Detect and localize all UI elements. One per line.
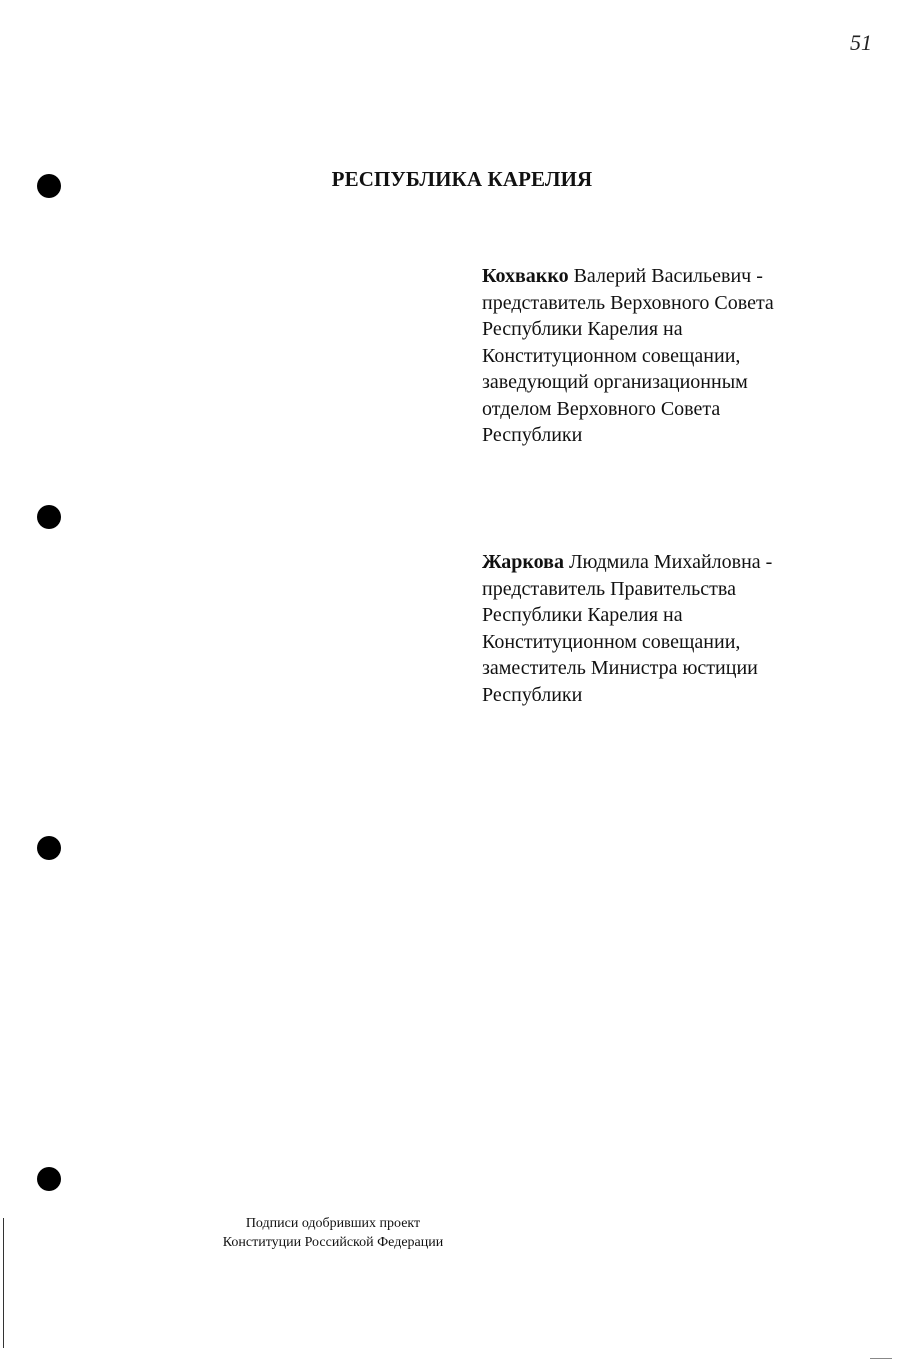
- footer-note: [190, 1214, 476, 1252]
- entry-surname: Жаркова: [482, 551, 564, 573]
- margin-rule: [3, 1218, 4, 1348]
- entry-line: заместитель Министра юстиции: [482, 657, 758, 679]
- entry-line: Республики: [482, 683, 583, 706]
- entry-name-line: [482, 263, 882, 290]
- entry-name-rest: Людмила Михайловна -: [563, 551, 773, 573]
- representative-entry: [482, 263, 882, 449]
- entry-line: Республики: [482, 424, 583, 446]
- entry-name-rest: Валерий Васильевич -: [568, 265, 763, 287]
- entry-line: представитель Правительства: [482, 577, 736, 600]
- entry-surname: Кохвакко: [482, 265, 569, 287]
- entry-line: Конституционном совещании,: [482, 344, 741, 367]
- punch-hole: [37, 505, 61, 529]
- entry-line: представитель Верховного Совета: [482, 291, 774, 314]
- corner-mark: [870, 1358, 892, 1359]
- entry-line: Конституционном совещании,: [482, 630, 741, 653]
- punch-hole: [37, 836, 61, 860]
- entry-line: отделом Верховного Совета: [482, 397, 721, 420]
- entry-line: Республики Карелия на: [482, 604, 683, 626]
- entry-line: заведующий организационным: [482, 371, 748, 393]
- punch-hole: [37, 1167, 61, 1191]
- footer-line: Подписи одобривших проект: [245, 1216, 421, 1231]
- representative-entry: [482, 549, 882, 708]
- page-heading: РЕСПУБЛИКА КАРЕЛИЯ: [331, 167, 593, 191]
- entry-name-line: [482, 549, 882, 576]
- footer-line: Конституции Российской Федерации: [222, 1235, 444, 1250]
- page-number: 51: [850, 30, 872, 55]
- entry-line: Республики Карелия на: [482, 318, 683, 340]
